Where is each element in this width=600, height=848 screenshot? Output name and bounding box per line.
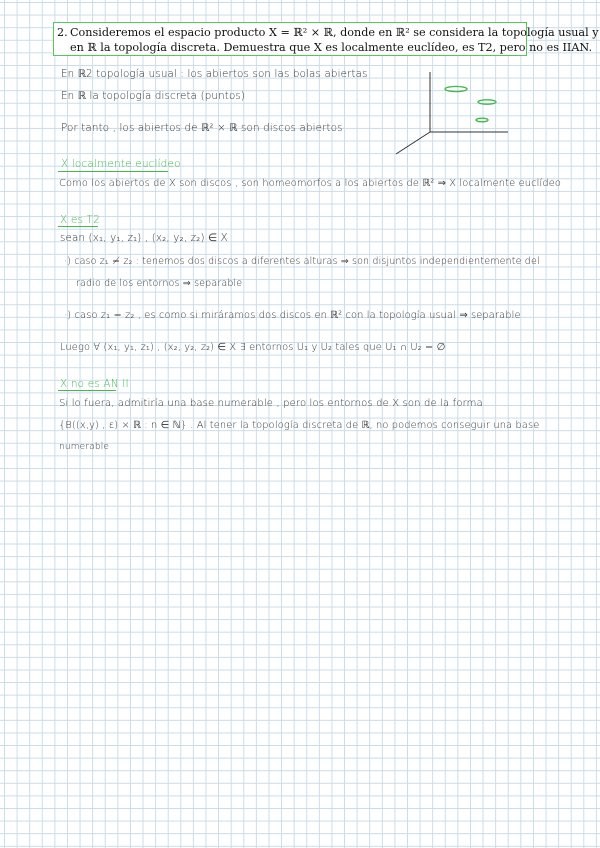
heading-underline-2 bbox=[58, 226, 98, 227]
disc-lower bbox=[476, 118, 488, 122]
heading-t2: X es T2 bbox=[60, 214, 100, 226]
note-r-discreta: En ℝ la topología discreta (puntos) bbox=[61, 90, 246, 102]
note-abiertos-discos: Por tanto , los abiertos de ℝ² × ℝ son discos abiertos bbox=[61, 122, 343, 134]
note-caso-iguales: ·) caso z₁ = z₂ , es como si miráramos dos discos en ℝ² con la topología usual ⇒ separable bbox=[64, 310, 521, 321]
heading-underline-3 bbox=[58, 390, 116, 391]
problem-line-2: en ℝ la topología discreta. Demuestra que X es localmente euclídeo, es T2, pero no es IIAN. bbox=[70, 41, 593, 54]
note-luego-entornos: Luego ∀ (x₁, y₁, z₁) , (x₂, y₂, z₂) ∈ X ∃ entornos U₁ y U₂ tales que U₁ ∩ U₂ = ∅ bbox=[60, 342, 446, 353]
note-si-lo-fuera: Si lo fuera, admitiría una base numerable , pero los entornos de X son de la forma bbox=[59, 398, 483, 409]
problem-number: 2. bbox=[57, 26, 68, 39]
heading-localmente-euclideo: X localmente euclídeo bbox=[61, 158, 181, 170]
disc-upper bbox=[445, 86, 467, 91]
heading-no-anii: X no es AN II bbox=[60, 378, 129, 390]
axis-x bbox=[396, 132, 430, 154]
axes-sketch bbox=[386, 68, 516, 158]
note-r2-usual: En ℝ2 topología usual : los abiertos son las bolas abiertas bbox=[61, 68, 368, 80]
note-radio-entornos: radio de los entornos ⇒ separable bbox=[76, 278, 243, 289]
note-forma-entornos: {B((x,y) , ε) × ℝ : n ∈ ℕ} . Al tener la topología discreta de ℝ, no podemos conseguir una base bbox=[59, 420, 540, 431]
disc-middle bbox=[478, 100, 496, 104]
note-homeomorfos: Como los abiertos de X son discos , son homeomorfos a los abiertos de ℝ² ⇒ X localmente euclídeo bbox=[59, 178, 562, 189]
note-caso-distintos: ·) caso z₁ ≠ z₂ : tenemos dos discos a diferentes alturas ⇒ son disjuntos independientemente del bbox=[64, 256, 540, 267]
problem-line-1: Consideremos el espacio producto X = ℝ² × ℝ, donde en ℝ² se considera la topología usual y bbox=[70, 26, 599, 39]
problem-statement-box bbox=[53, 22, 599, 56]
heading-underline-1 bbox=[58, 171, 168, 172]
note-sean-puntos: sean (x₁, y₁, z₁) , (x₂, y₂, z₂) ∈ X bbox=[60, 232, 228, 244]
note-numerable: numerable bbox=[59, 442, 110, 452]
